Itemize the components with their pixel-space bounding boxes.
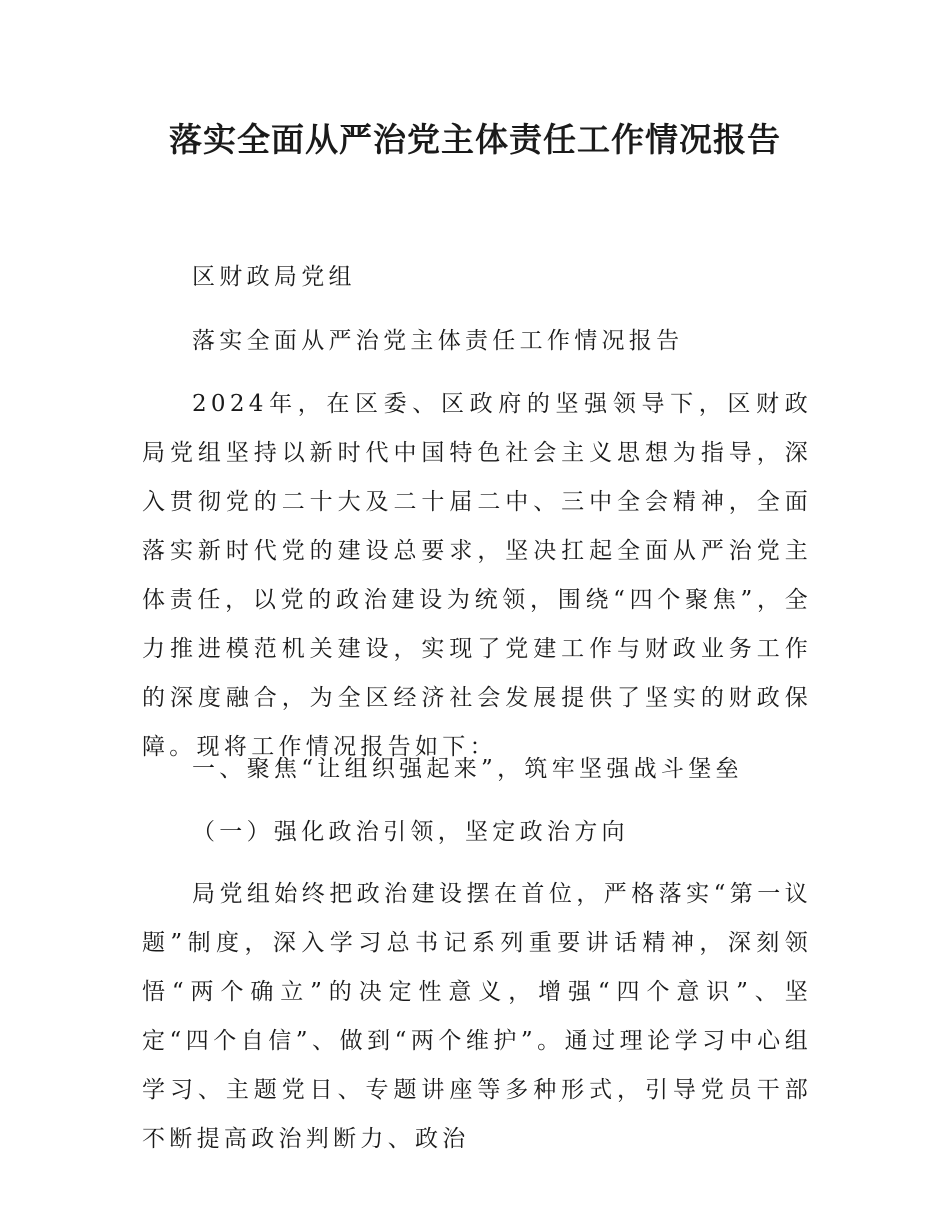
subsection-1-paragraph: 局党组始终把政治建设摆在首位，严格落实“第一议题”制度，深入学习总书记系列重要讲话精神，深刻领悟“两个确立”的决定性意义，增强“四个意识”、坚定“四个自信”、做到“两个维护”。通过理论学习中心组学习、主题党日、专题讲座等多种形式，引导党员干部不断提高政治判断力、政治 <box>142 881 812 1152</box>
section-1-heading: 一、聚焦“让组织强起来”，筑牢坚强战斗堡垒 <box>192 756 743 782</box>
intro-paragraph: 2024年，在区委、区政府的坚强领导下，区财政局党组坚持以新时代中国特色社会主义思想为指导，深入贯彻党的二十大及二十届二中、三中全会精神，全面落实新时代党的建设总要求，坚决扛起全面从严治党主体责任，以党的政治建设为统领，围绕“四个聚焦”，全力推进模范机关建设，实现了党建工作与财政业务工作的深度融合，为全区经济社会发展提供了坚实的财政保障。现将工作情况报告如下： <box>142 391 812 760</box>
organization-name: 区财政局党组 <box>192 264 356 290</box>
document-title: 落实全面从严治党主体责任工作情况报告 <box>169 120 781 159</box>
subsection-1-heading: （一）强化政治引领，坚定政治方向 <box>192 819 629 845</box>
report-subtitle: 落实全面从严治党主体责任工作情况报告 <box>192 328 684 354</box>
